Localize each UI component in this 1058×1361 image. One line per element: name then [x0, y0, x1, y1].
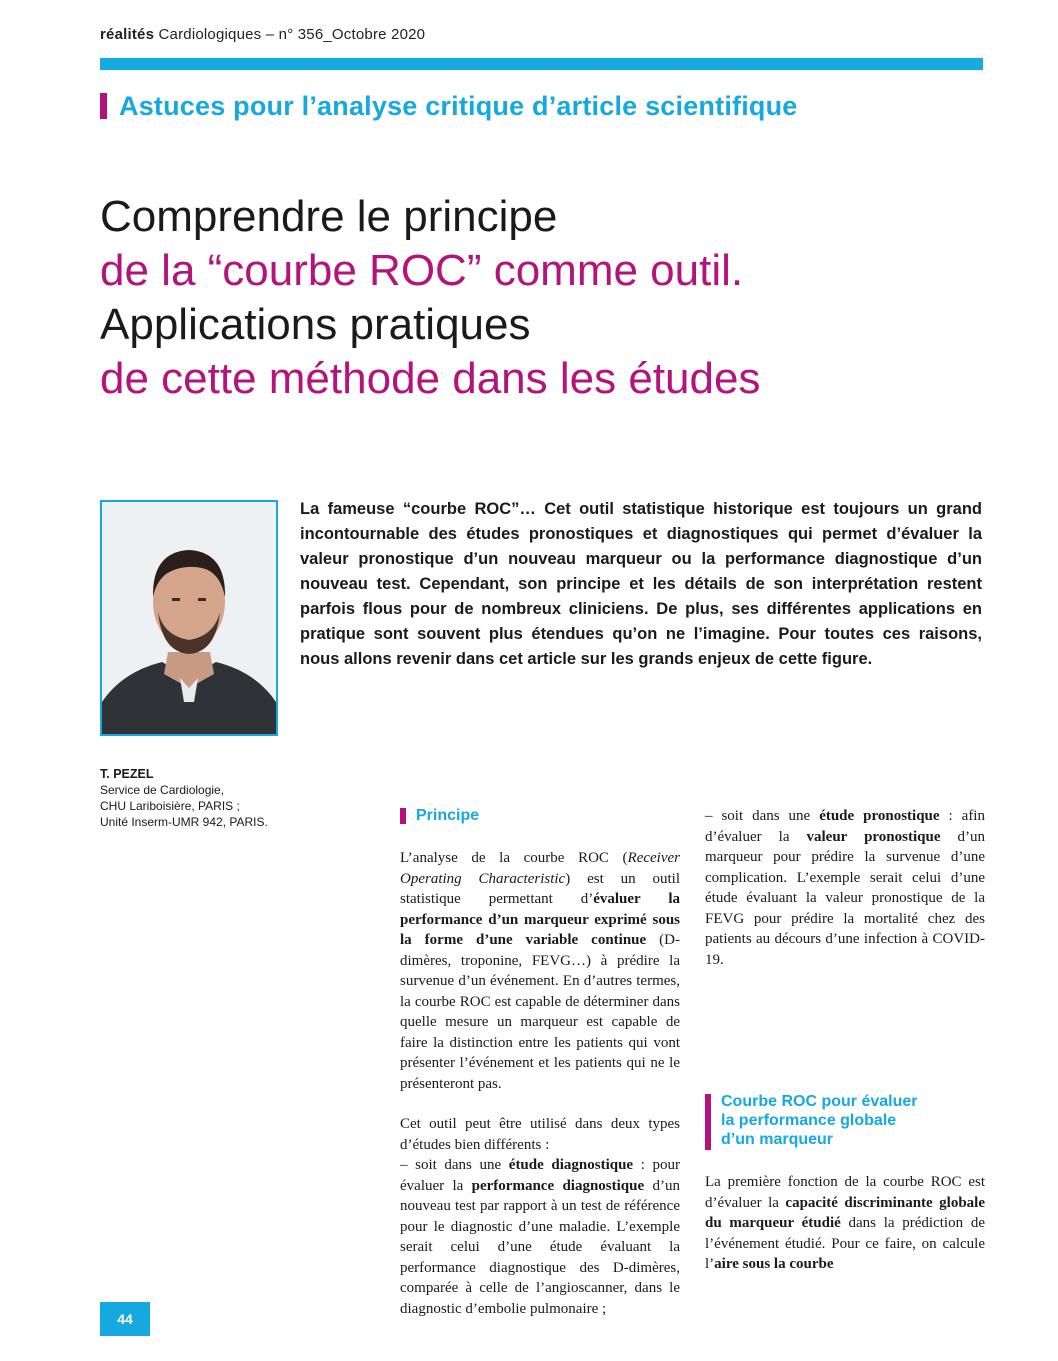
paragraph-principe-2: Cet outil peut être utilisé dans deux types d’études bien différents : [400, 1116, 680, 1153]
section-heading-line-1: Courbe ROC pour évaluer [721, 1093, 918, 1110]
author-portrait-icon [102, 502, 276, 734]
title-line-3: Applications pratiques [100, 300, 531, 349]
section-heading-line-3: d’un marqueur [721, 1131, 834, 1148]
rubric-text: Astuces pour l’analyse critique d’article scientifique [119, 90, 798, 121]
title-line-4: de cette méthode dans les études [100, 354, 761, 403]
paragraph-principe-3: – soit dans une étude diagnostique : pour évaluer la performance diagnostique d’un nouveau test par rapport à un test de référence pour le diagnostic d’une maladie. L’exemple serait celui d’une étude évaluant la performance diagnostique des D-dimères, comparée à celle de l’angioscanner, dans le diagnostic d’embolie pulmonaire ; [400, 1157, 680, 1317]
title-line-1: Comprendre le principe [100, 192, 558, 241]
article-title [100, 190, 980, 406]
page-number: 44 [100, 1302, 150, 1336]
rubric-marker [100, 93, 107, 119]
section-heading-line-2: la performance globale [721, 1112, 897, 1129]
author-name: T. PEZEL [100, 767, 154, 781]
journal-brand: réalités [100, 26, 155, 43]
title-line-2: de la “courbe ROC” comme outil. [100, 246, 744, 295]
author-affiliation-2: CHU Lariboisière, PARIS ; [100, 799, 240, 813]
section-marker [705, 1094, 711, 1150]
rubric [100, 88, 798, 124]
section-marker [400, 808, 406, 824]
paragraph-principe-1: L’analyse de la courbe ROC (Receiver Operating Characteristic) est un outil statistique permettant d’évaluer la performance d’un marqueur exprimé sous la forme d’une variable continue (D-dimères, troponine, FEVG…) à prédire la survenue d’un événement. En d’autres termes, la courbe ROC est capable de déterminer dans quelle mesure un marqueur est capable de faire la distinction entre les patients qui vont présenter l’événement et les patients qui ne le présenteront pas. [400, 850, 680, 1092]
intro-paragraph: La fameuse “courbe ROC”… Cet outil statistique historique est toujours un grand incontournable des études pronostiques et diagnostiques qui permet d’évaluer la valeur pronostique d’un nouveau marqueur ou la performance diagnostique d’un nouveau test. Cependant, son principe et les détails de son interprétation restent parfois flous pour de nombreux cliniciens. De plus, ses différentes applications en pratique sont souvent plus étendues qu’on ne l’imagine. Pour toutes ces raisons, nous allons revenir dans cet article sur les grands enjeux de cette figure. [300, 500, 982, 668]
author-block [100, 766, 300, 830]
section-heading-performance-globale [705, 1092, 917, 1150]
journal-issue: Cardiologiques – n° 356_Octobre 2020 [158, 26, 426, 43]
paragraph-performance-1: La première fonction de la courbe ROC est d’évaluer la capacité discriminante globale du marqueur étudié dans la prédiction de l’événement étudié. Pour ce faire, on calcule l’aire sous la courbe [705, 1174, 985, 1272]
body-column-right-2 [705, 1172, 985, 1275]
paragraph-principe-4: – soit dans une étude pronostique : afin d’évaluer la valeur pronostique d’un marqueur pour prédire la survenue d’une complication. L’exemple serait celui d’une étude évaluant la valeur pronostique de la FEVG pour prédire la mortalité chez des patients au décours d’une infection à COVID-19. [705, 808, 985, 968]
section-heading-text: Principe [416, 807, 480, 824]
section-heading-principe [400, 806, 479, 825]
author-photo [100, 500, 278, 736]
author-affiliation-3: Unité Inserm-UMR 942, PARIS. [100, 815, 268, 829]
top-rule [100, 58, 983, 70]
author-affiliation-1: Service de Cardiologie, [100, 783, 225, 797]
body-column-left [400, 848, 680, 1319]
body-column-right [705, 806, 985, 970]
running-header [100, 26, 425, 43]
